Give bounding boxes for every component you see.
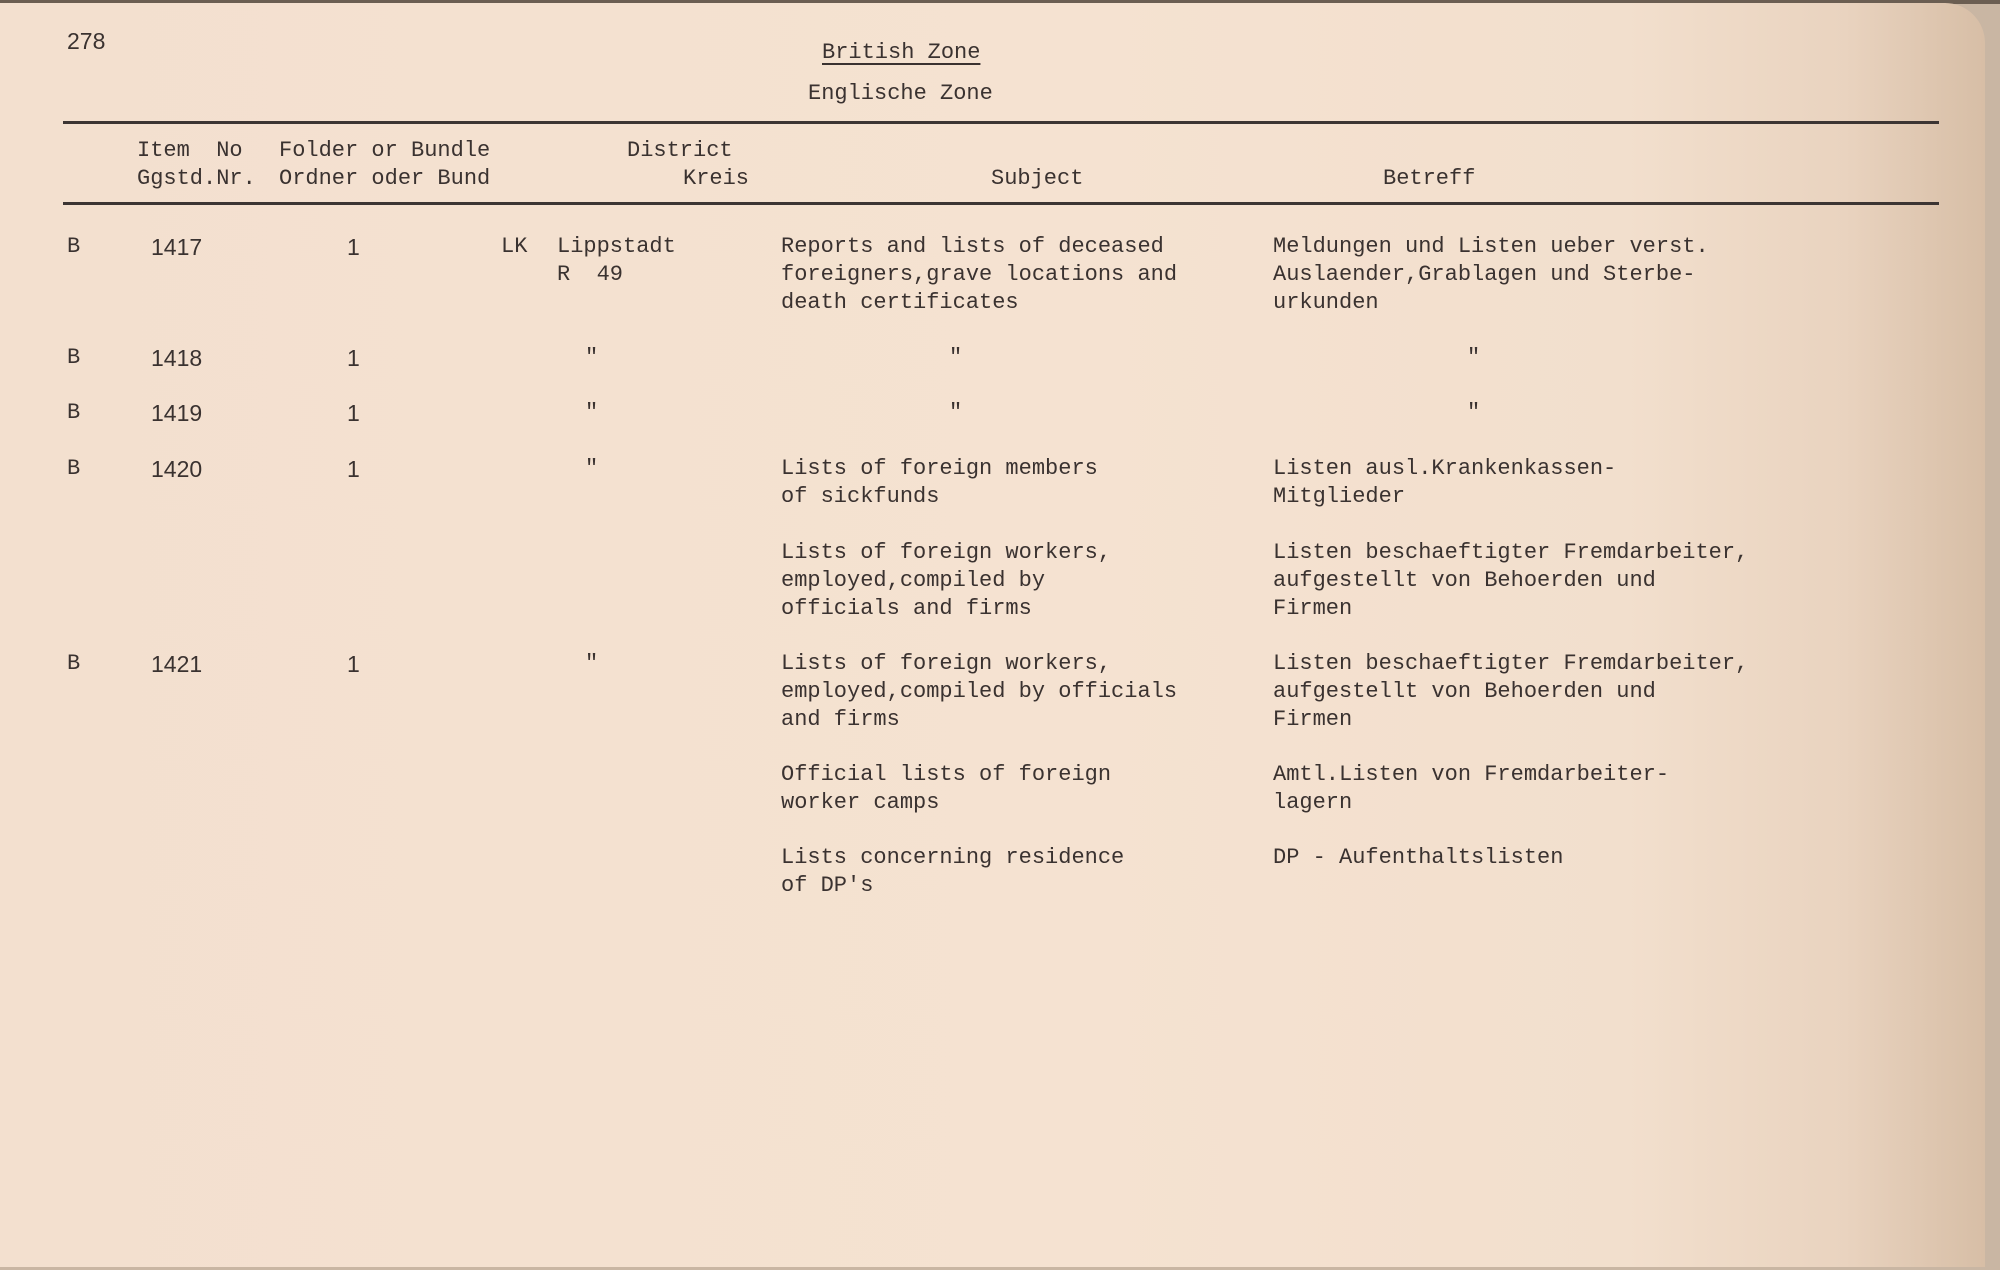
item-number: 1421 <box>151 651 203 677</box>
header-betreff: Betreff <box>1383 166 1476 191</box>
subject-line: Lists concerning residence <box>781 845 1125 870</box>
betreff-ditto: " <box>1467 345 1481 370</box>
betreff-line: Mitglieder <box>1273 484 1406 509</box>
row-prefix: B <box>67 345 81 370</box>
betreff-line: Listen beschaeftigter Fremdarbeiter, <box>1273 651 1749 676</box>
row-prefix: B <box>67 234 81 259</box>
betreff-line: aufgestellt von Behoerden und <box>1273 679 1656 704</box>
subject-ditto: " <box>949 345 963 370</box>
district-code: R 49 <box>557 262 624 287</box>
district-ditto: " <box>585 400 599 425</box>
betreff-line: urkunden <box>1273 290 1379 315</box>
betreff-line: Listen ausl.Krankenkassen- <box>1273 456 1617 481</box>
subject-line: and firms <box>781 707 900 732</box>
row-prefix: B <box>67 400 81 425</box>
subject-line: Official lists of foreign <box>781 762 1112 787</box>
district-name: Lippstadt <box>557 234 676 259</box>
subject-line: employed,compiled by <box>781 568 1046 593</box>
folder-count: 1 <box>347 456 360 482</box>
district-ditto: " <box>585 345 599 370</box>
row-prefix: B <box>67 651 81 676</box>
betreff-line: Firmen <box>1273 707 1353 732</box>
header-item-no-de: Ggstd.Nr. <box>137 166 256 191</box>
item-number: 1417 <box>151 234 203 260</box>
subject-ditto: " <box>949 400 963 425</box>
header-top-rule <box>63 121 1939 124</box>
betreff-line: Auslaender,Grablagen und Sterbe- <box>1273 262 1696 287</box>
header-subject: Subject <box>991 166 1084 191</box>
header-district-de: Kreis <box>683 166 750 191</box>
header-item-no-en: Item No <box>137 138 243 163</box>
subject-line: Lists of foreign workers, <box>781 540 1112 565</box>
header-bottom-rule <box>63 202 1939 205</box>
header-folder-en: Folder or Bundle <box>279 138 491 163</box>
header-district-en: District <box>627 138 733 163</box>
row-prefix: B <box>67 456 81 481</box>
folder-count: 1 <box>347 234 360 260</box>
betreff-line: aufgestellt von Behoerden und <box>1273 568 1656 593</box>
page-title: British Zone <box>822 40 981 65</box>
page-subtitle: Englische Zone <box>808 81 993 106</box>
subject-line: foreigners,grave locations and <box>781 262 1178 287</box>
district-ditto: " <box>585 651 599 676</box>
betreff-line: Firmen <box>1273 596 1353 621</box>
header-folder-de: Ordner oder Bund <box>279 166 491 191</box>
subject-line: Reports and lists of deceased <box>781 234 1164 259</box>
subject-line: worker camps <box>781 790 940 815</box>
item-number: 1419 <box>151 400 203 426</box>
item-number: 1418 <box>151 345 203 371</box>
folder-count: 1 <box>347 651 360 677</box>
folder-count: 1 <box>347 400 360 426</box>
subject-line: Lists of foreign workers, <box>781 651 1112 676</box>
betreff-line: Listen beschaeftigter Fremdarbeiter, <box>1273 540 1749 565</box>
district-prefix: LK <box>501 234 528 259</box>
betreff-line: DP - Aufenthaltslisten <box>1273 845 1564 870</box>
betreff-line: lagern <box>1273 790 1353 815</box>
item-number: 1420 <box>151 456 203 482</box>
betreff-ditto: " <box>1467 400 1481 425</box>
subject-line: of DP's <box>781 873 874 898</box>
betreff-line: Meldungen und Listen ueber verst. <box>1273 234 1709 259</box>
district-ditto: " <box>585 456 599 481</box>
document-page <box>0 3 1985 1267</box>
subject-line: officials and firms <box>781 596 1032 621</box>
subject-line: employed,compiled by officials <box>781 679 1178 704</box>
betreff-line: Amtl.Listen von Fremdarbeiter- <box>1273 762 1670 787</box>
subject-line: of sickfunds <box>781 484 940 509</box>
folder-count: 1 <box>347 345 360 371</box>
subject-line: Lists of foreign members <box>781 456 1098 481</box>
page-number: 278 <box>67 28 106 54</box>
subject-line: death certificates <box>781 290 1019 315</box>
